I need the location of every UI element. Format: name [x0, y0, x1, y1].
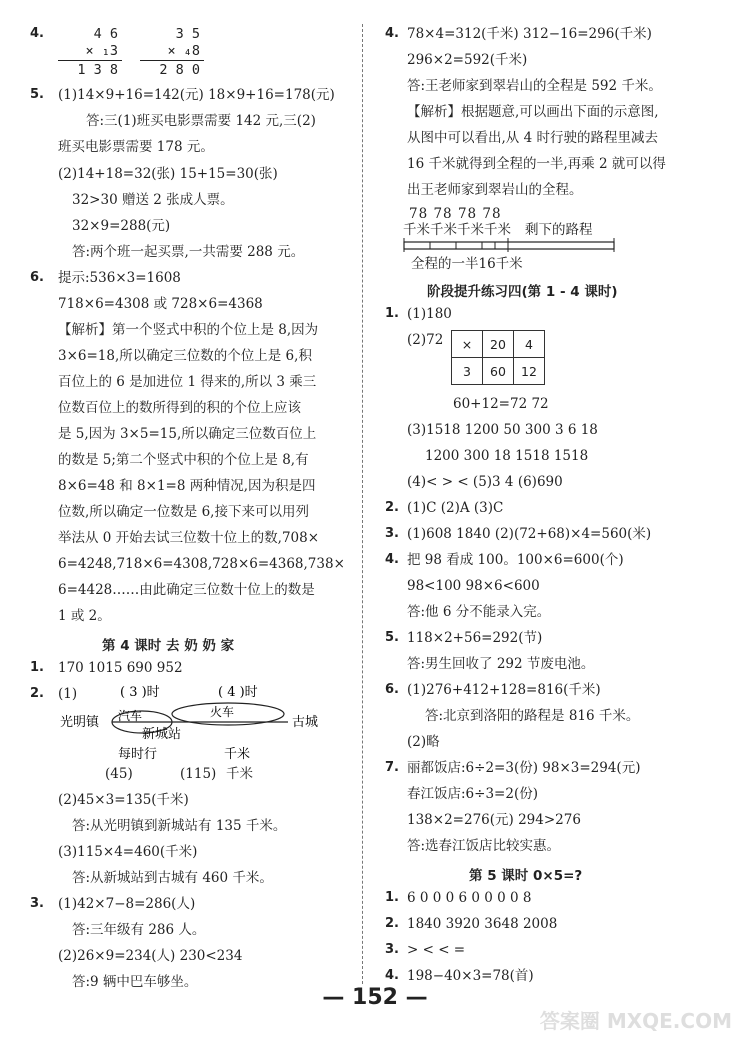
answer-line: 答:王老师家到翠岩山的全程是 592 千米。 [407, 78, 662, 94]
answer-line: (1)276+412+128=816(千米) [407, 682, 601, 698]
grid-cell: 60 [483, 358, 514, 385]
analysis-line: 1 或 2。 [58, 608, 111, 624]
answer-line: 答:从光明镇到新城站有 135 千米。 [72, 818, 287, 834]
analysis-line: 百位上的 6 是加进位 1 得来的,所以 3 乘三 [58, 374, 317, 390]
route-diagram [60, 682, 340, 766]
question-number: 4. [30, 26, 44, 41]
section-title: 阶段提升练习四(第 1 - 4 课时) [427, 284, 618, 300]
analysis-line: 【解析】根据题意,可以画出下面的示意图, [407, 104, 659, 120]
answer-line: (2)略 [407, 734, 440, 750]
grid-cell: × [452, 331, 483, 358]
analysis-line: 举法从 0 开始去试三位数十位上的数,708× [58, 530, 320, 546]
answer-line: 138×2=276(元) 294>276 [407, 812, 581, 828]
question-number: 7. [385, 760, 399, 775]
question-number: 4. [385, 26, 399, 41]
car-label: 汽车 [118, 709, 143, 723]
answer-line: 把 98 看成 100。100×6=600(个) [407, 552, 624, 568]
answer-line: 答:9 辆中巴车够坐。 [72, 974, 198, 990]
answer-line: 32×9=288(元) [72, 218, 171, 234]
answer-line: 答:北京到洛阳的路程是 816 千米。 [425, 708, 640, 724]
question-number: 2. [385, 916, 399, 931]
answer-line: (1)42×7−8=286(人) [58, 896, 196, 912]
speed-label-1: 每时行 [118, 747, 158, 762]
answer-line: 296×2=592(千米) [407, 52, 528, 68]
speed-value-2: (115) [180, 766, 217, 782]
grid-cell: 3 [452, 358, 483, 385]
question-number: 5. [385, 630, 399, 645]
half-label: 全程的一半16千米 [411, 256, 523, 272]
question-number: 2. [385, 500, 399, 515]
analysis-line: 16 千米就得到全程的一半,再乘 2 就可以得 [407, 156, 666, 172]
time-label-2: ( 4 )时 [218, 685, 258, 700]
analysis-line: 8×6=48 和 8×1=8 两种情况,因为积是四 [58, 478, 316, 494]
start-town: 光明镇 [60, 715, 100, 730]
answer-line: (2)14+18=32(张) 15+15=30(张) [58, 166, 278, 182]
answer-line: 718×6=4308 或 728×6=4368 [58, 296, 263, 312]
answer-line: 班买电影票需要 178 元。 [58, 139, 214, 155]
answer-line: 答:两个班一起买票,一共需要 288 元。 [72, 244, 305, 260]
question-number: 2. [30, 686, 44, 701]
question-number: 6. [30, 270, 44, 285]
analysis-line: 位数百位上的数所得到的积的个位上应该 [58, 400, 301, 416]
segment-values: 78 78 78 78 [409, 206, 502, 222]
analysis-line: 出王老师家到翠岩山的全程。 [407, 182, 583, 198]
answer-line: (1)14×9+16=142(元) 18×9+16=178(元) [58, 87, 335, 103]
answer-line: 6 0 0 0 6 0 0 0 0 8 [407, 890, 532, 906]
answer-line: 1840 3920 3648 2008 [407, 916, 558, 932]
segment-diagram [403, 238, 623, 256]
answer-line: 提示:536×3=1608 [58, 270, 181, 286]
answer-line: 98<100 98×6<600 [407, 578, 540, 594]
mid-station: 新城站 [142, 727, 182, 742]
grid-cell: 12 [514, 358, 545, 385]
answer-line: 答:选春江饭店比较实惠。 [407, 838, 561, 854]
answer-line: 答:三年级有 286 人。 [72, 922, 206, 938]
answer-line: 32>30 赠送 2 张成人票。 [72, 192, 234, 208]
question-number: 1. [30, 660, 44, 675]
answer-line: (1)608 1840 (2)(72+68)×4=560(米) [407, 526, 652, 542]
question-number: 3. [30, 896, 44, 911]
question-number: 3. [385, 526, 399, 541]
analysis-line: 6=4248,718×6=4308,728×6=4368,738× [58, 556, 345, 572]
analysis-line: 的数是 5;第二个竖式中积的个位上是 8,有 [58, 452, 309, 468]
remaining-label: 剩下的路程 [525, 222, 593, 238]
analysis-line: 从图中可以看出,从 4 时行驶的路程里减去 [407, 130, 658, 146]
question-number: 1. [385, 890, 399, 905]
answer-line: 答:他 6 分不能录入完。 [407, 604, 551, 620]
analysis-line: 位数,所以确定一位数是 6,接下来可以用列 [58, 504, 309, 520]
answer-line: 答:从新城站到古城有 460 千米。 [72, 870, 273, 886]
analysis-line: 是 5,因为 3×5=15,所以确定三位数百位上 [58, 426, 317, 442]
time-label-1: ( 3 )时 [120, 685, 160, 700]
analysis-line: 6=4428……由此确定三位数十位上的数是 [58, 582, 315, 598]
question-number: 3. [385, 942, 399, 957]
answer-line: 78×4=312(千米) 312−16=296(千米) [407, 26, 652, 42]
answer-line: > < < = [407, 942, 466, 958]
segment-units: 千米千米千米千米 [403, 222, 511, 238]
answer-line: (2)45×3=135(千米) [58, 792, 189, 808]
answer-line: (2)26×9=234(人) 230<234 [58, 948, 243, 964]
grid-cell: 20 [483, 331, 514, 358]
answer-line: (1)C (2)A (3)C [407, 500, 504, 516]
multiplication-grid [451, 330, 545, 385]
answer-line: 答:三(1)班买电影票需要 142 元,三(2) [86, 113, 316, 129]
grid-cell: 4 [514, 331, 545, 358]
question-number: 5. [30, 87, 44, 102]
answer-line: 198−40×3=78(首) [407, 968, 534, 984]
answer-line: 118×2+56=292(节) [407, 630, 543, 646]
analysis-line: 【解析】第一个竖式中积的个位上是 8,因为 [58, 322, 319, 338]
analysis-line: 3×6=18,所以确定三位数的个位上是 6,积 [58, 348, 312, 364]
answer-line: 答:男生回收了 292 节废电池。 [407, 656, 595, 672]
section-title: 第 4 课时 去 奶 奶 家 [102, 638, 235, 654]
answer-line: 丽都饭店:6÷2=3(份) 98×3=294(元) [407, 760, 641, 776]
question-number: 4. [385, 552, 399, 567]
answer-line: 春江饭店:6÷3=2(份) [407, 786, 538, 802]
watermark: 答案圈 MXQE.COM [539, 1009, 732, 1033]
question-number: 4. [385, 968, 399, 983]
answer-line: 170 1015 690 952 [58, 660, 183, 676]
train-label: 火车 [210, 705, 235, 719]
speed-value-1: (45) [105, 766, 133, 782]
section-title: 第 5 课时 0×5=? [469, 868, 583, 884]
answer-line: (3)115×4=460(千米) [58, 844, 198, 860]
page-number: — 152 — [322, 985, 428, 1010]
question-number: 6. [385, 682, 399, 697]
column-divider [362, 24, 363, 984]
speed-label-2: 千米 [224, 747, 251, 762]
question-number: 1. [385, 306, 399, 321]
end-town: 古城 [292, 715, 319, 730]
